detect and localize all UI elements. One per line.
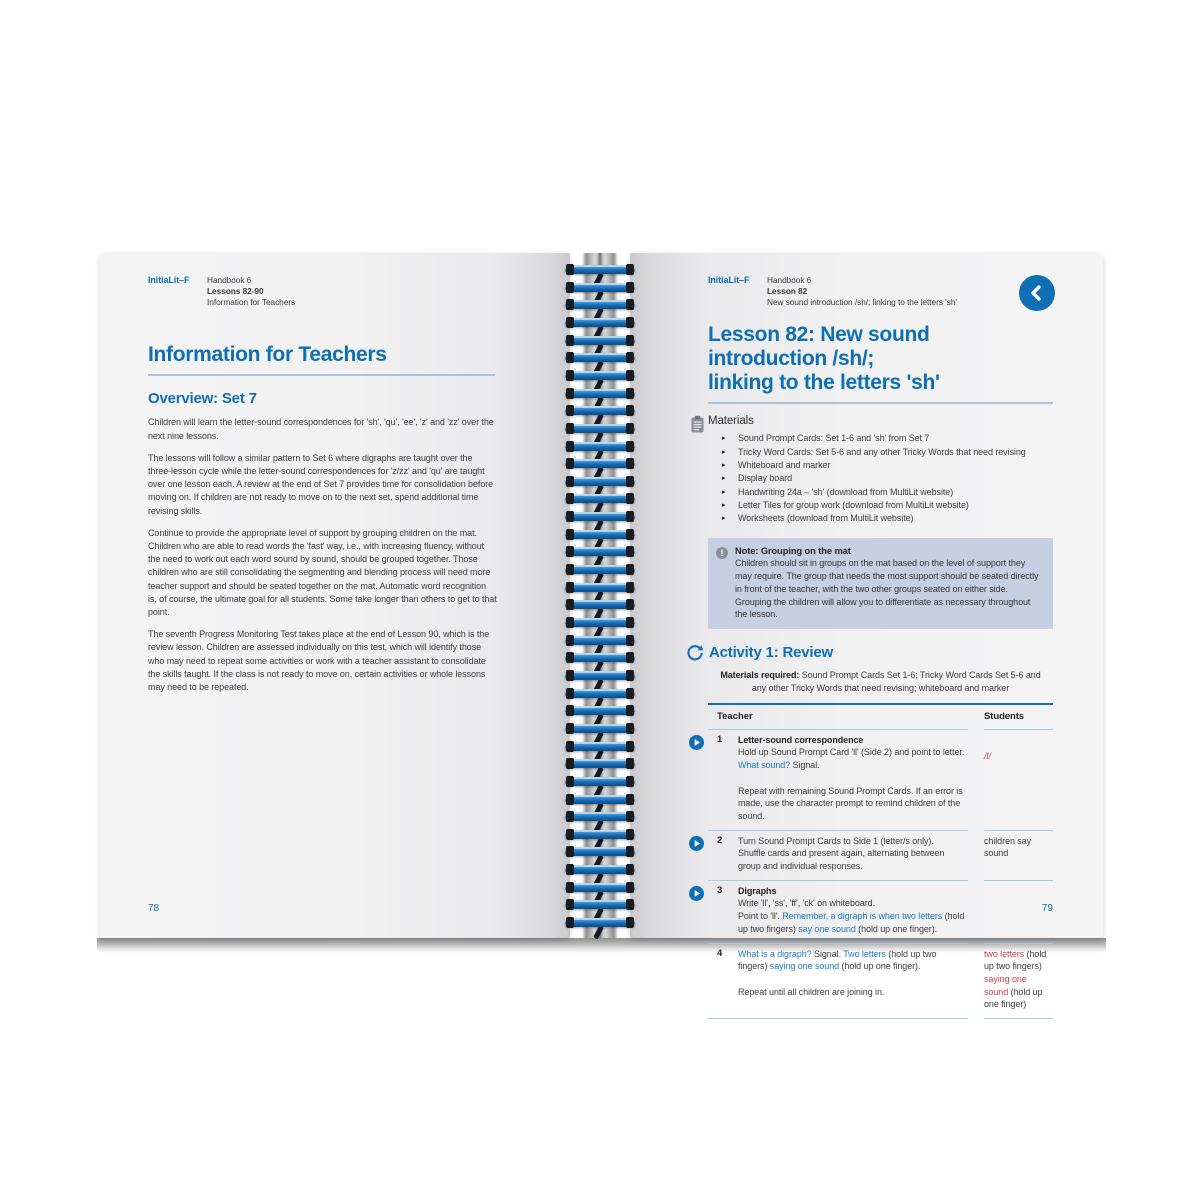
meta-lesson: Lesson 82: [767, 285, 808, 296]
title-line-1: Lesson 82: New sound introduction /sh/;: [708, 323, 930, 371]
coil-loop: [565, 424, 635, 433]
coil-loop: [565, 512, 635, 521]
bullet-icon: ▸: [722, 515, 726, 523]
step-number: 3: [717, 884, 723, 896]
students-cell: children say sound: [984, 831, 1053, 881]
coil-loop: [565, 742, 635, 751]
coil-loop: [565, 565, 635, 574]
teacher-cell: Letter-sound correspondence Hold up Sound Prompt Card 'll' (Side 2) and point to letter. What sound? Signal. Repeat with remaining Sound Prompt Cards. If an error is made, use the character prompt to remind children of the sound.: [738, 734, 965, 821]
coil-loop: [565, 371, 635, 380]
coil-loop: [565, 353, 635, 362]
coil-loop: [565, 812, 635, 821]
activity-table: [708, 703, 1053, 1019]
note-box: [708, 538, 1053, 629]
column-header-students: Students: [984, 705, 1053, 730]
meta-lesson-title: New sound introduction /sh/; linking to the letters 'sh': [767, 296, 957, 307]
alert-icon: !: [716, 547, 728, 559]
brand-logo: InitiaLit–F: [148, 275, 190, 285]
coil-loop: [565, 918, 635, 927]
bullet-icon: ▸: [722, 461, 726, 469]
coil-loop: [565, 477, 635, 486]
paragraph: Continue to provide the appropriate level of support by grouping children on the mat. Children who are able to read words the 'fast' way, i.e., with increasing fluency, without the need to work out each word sound by sound, should be grouped together. Those children who are still consolidating the segmenting and blending process will need more teacher support and should be seated together on the mat. Automatic word recognition is, of course, the ultimate goal for all students. Some take longer than others to get to that point.: [148, 527, 497, 618]
page-title: Information for Teachers: [148, 343, 387, 367]
coil-loop: [565, 442, 635, 451]
coil-loop: [565, 900, 635, 909]
left-page-header: [148, 275, 495, 307]
coil-loop: [565, 636, 635, 645]
coil-loop: [565, 618, 635, 627]
list-item: ▸ Sound Prompt Cards: Set 1-6 and 'sh' from Set 7: [708, 432, 1053, 445]
table-row: [708, 831, 1053, 881]
step-number: 4: [717, 947, 723, 959]
bullet-icon: ▸: [722, 475, 726, 483]
coil-loop: [565, 406, 635, 415]
list-item: ▸ Tricky Word Cards: Set 5-6 and any other Tricky Words that need revising: [708, 446, 1053, 459]
list-item: ▸ Handwriting 24a – 'sh' (download from MultiLit website): [708, 486, 1053, 499]
title-line-2: linking to the letters 'sh': [708, 371, 940, 395]
coil-loop: [565, 830, 635, 839]
section-heading: Overview: Set 7: [148, 390, 257, 408]
meta-section: Information for Teachers: [207, 296, 296, 307]
play-button[interactable]: [689, 836, 704, 851]
list-item: ▸ Worksheets (download from MultiLit website): [708, 512, 1053, 525]
table-header: [708, 705, 1053, 730]
table-row: [708, 944, 1053, 1020]
coil-loop: [565, 847, 635, 856]
list-item: ▸ Whiteboard and marker: [708, 459, 1053, 472]
coil-loop: [565, 653, 635, 662]
coil-loop: [565, 883, 635, 892]
coil-loop: [565, 706, 635, 715]
coil-loop: [565, 336, 635, 345]
refresh-icon: [686, 644, 704, 662]
bullet-icon: ▸: [722, 448, 726, 456]
chevron-left-icon: [1027, 283, 1047, 303]
coil-loop: [565, 494, 635, 503]
coil-loop: [565, 689, 635, 698]
coil-loop: [565, 547, 635, 556]
right-page-header: [708, 275, 1053, 307]
materials-heading: Materials: [708, 415, 754, 428]
clipboard-icon: [690, 415, 705, 433]
back-button[interactable]: [1019, 275, 1055, 311]
coil-loop: [565, 318, 635, 327]
table-row: [708, 730, 1053, 831]
play-button[interactable]: [689, 886, 704, 901]
coil-loop: [565, 459, 635, 468]
page-title: [708, 323, 1053, 395]
students-cell: two letters (hold up two fingers) saying one sound (hold up one finger): [984, 944, 1053, 1020]
page-number-right: 79: [1041, 903, 1053, 914]
coil-loop: [565, 865, 635, 874]
list-item: ▸ Letter Tiles for group work (download from MultiLit website): [708, 499, 1053, 512]
bullet-icon: ▸: [722, 501, 726, 509]
coil-loop: [565, 583, 635, 592]
table-row: [708, 881, 1053, 944]
coil-loop: [565, 530, 635, 539]
teacher-cell: Digraphs Write 'll', 'ss', 'ff', 'ck' on whiteboard. Point to 'll'. Remember, a digraph is when two letters (hold up two fingers) say one sound (hold up one finger).: [738, 885, 965, 934]
meta-handbook: Handbook 6: [207, 275, 252, 285]
brand-logo: InitiaLit–F: [708, 275, 750, 285]
paragraph: The seventh Progress Monitoring Test takes place at the end of Lesson 90, which is the review lesson. Children are assessed individually on this test, which will identify those who may need to repeat some activities or work with a teacher assistant to consolidate the skills taught. If the class is not ready to move on, certain activities or whole lessons may need to be repeated.: [148, 629, 490, 693]
coil-loop: [565, 389, 635, 398]
teacher-cell: Turn Sound Prompt Cards to Side 1 (letter/s only). Shuffle cards and present again, alternating between group and individual responses.: [738, 835, 945, 872]
materials-required: Materials required: Sound Prompt Cards Set 1-6; Tricky Word Cards Set 5-6 and any other Tricky Words that need revising; whiteboard and marker: [720, 669, 1041, 693]
title-rule: [708, 402, 1053, 404]
step-number: 2: [717, 834, 723, 846]
paragraph: Children will learn the letter-sound correspondences for 'sh', 'qu', 'ee', 'z' and 'zz' over the next nine lessons.: [148, 417, 494, 441]
materials-section: [708, 415, 1053, 525]
students-cell: /l/: [984, 730, 1053, 831]
coil-loop: [565, 265, 635, 274]
coil-loop: [565, 283, 635, 292]
step-number: 1: [717, 733, 723, 745]
bullet-icon: ▸: [722, 435, 726, 443]
meta-lessons: Lessons 82-90: [207, 285, 264, 296]
teacher-cell: What is a digraph? Signal. Two letters (hold up two fingers) saying one sound (hold up one finger). Repeat until all children are joining in.: [738, 948, 937, 997]
paragraph: The lessons will follow a similar pattern to Set 6 where digraphs are taught over the three-lesson cycle while the letter-sound correspondences for 'z/zz' and 'qu' are taught over one lesson each. A review at the end of Set 7 provides time for consolidation before moving on. If children are not ready to move on to the next set, spend additional time revising skills.: [148, 452, 494, 516]
list-item: ▸ Display board: [708, 472, 1053, 485]
coil-loop: [565, 759, 635, 768]
spiral-binding: [565, 253, 635, 938]
bullet-icon: ▸: [722, 488, 726, 496]
note-title: Note: Grouping on the mat: [735, 546, 851, 557]
coil-loop: [565, 777, 635, 786]
meta-handbook: Handbook 6: [767, 275, 812, 285]
page-number-left: 78: [148, 903, 160, 914]
coil-loop: [565, 671, 635, 680]
materials-list: [708, 432, 1053, 525]
column-header-teacher: Teacher: [708, 705, 968, 730]
activity-heading-row: [686, 644, 1053, 662]
coil-loop: [565, 795, 635, 804]
title-rule: [148, 374, 495, 376]
left-page: [100, 253, 570, 938]
coil-loop: [565, 724, 635, 733]
note-body: Children should sit in groups on the mat based on the level of support they may require. The group that needs the most support should be seated directly in front of the teacher, with the two other groups seated on either side. Grouping the children will allow you to differentiate as necessary throughout the lesson.: [735, 558, 1039, 620]
right-page: [630, 253, 1103, 1010]
coil-loop: [565, 300, 635, 309]
coil-loop: [565, 600, 635, 609]
activity-heading: Activity 1: Review: [709, 644, 833, 662]
right-page-meta: [767, 275, 957, 307]
play-button[interactable]: [689, 735, 704, 750]
left-page-meta: [207, 275, 295, 307]
